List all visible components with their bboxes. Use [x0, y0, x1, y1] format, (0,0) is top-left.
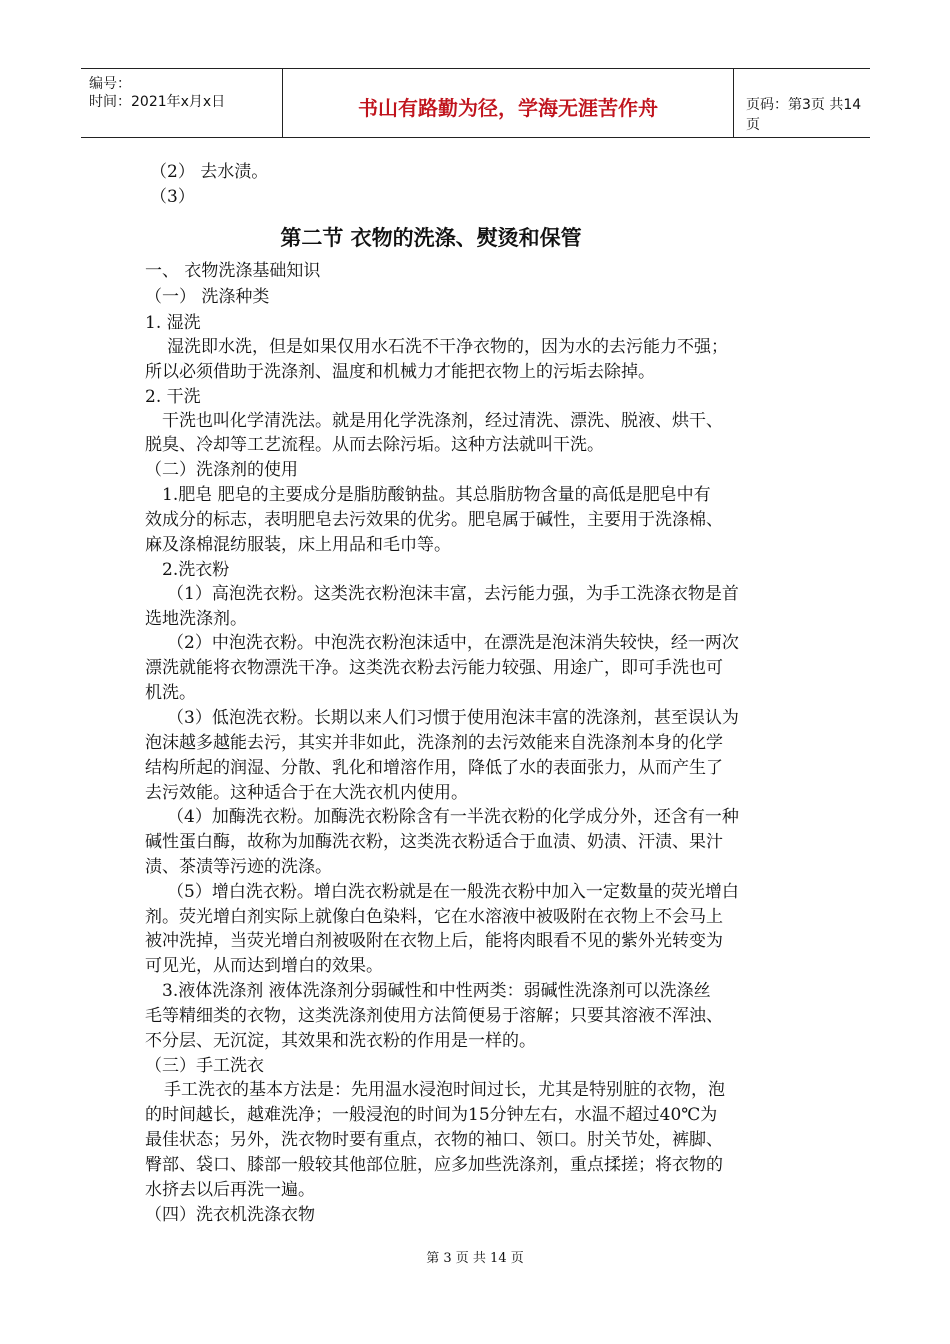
body-line: 的时间越长，越难洗净；一般浸泡的时间为15分钟左右，水温不超过40℃为	[145, 1105, 718, 1125]
body-line: 水挤去以后再洗一遍。	[145, 1180, 315, 1200]
body-line: 3.液体洗涤剂 液体洗涤剂分弱碱性和中性两类：弱碱性洗涤剂可以洗涤丝	[162, 981, 711, 1001]
body-line: 2. 干洗	[145, 387, 201, 407]
body-line: 湿洗即水洗，但是如果仅用水石洗不干净衣物的，因为水的去污能力不强；	[167, 337, 728, 357]
header-motto: 书山有路勤为径，学海无涯苦作舟	[358, 96, 658, 120]
body-line: （2）中泡洗衣粉。中泡洗衣粉泡沫适中，在漂洗是泡沫消失较快，经一两次	[167, 633, 739, 653]
document-date: 时间：2021年x月x日	[89, 94, 226, 110]
body-line: 被冲洗掉，当荧光增白剂被吸附在衣物上后，能将肉眼看不见的紫外光转变为	[145, 931, 723, 951]
body-line: （3）	[150, 187, 195, 207]
body-line: （1）高泡洗衣粉。这类洗衣粉泡沫丰富，去污能力强，为手工洗涤衣物是首	[167, 584, 739, 604]
body-line: 可见光，从而达到增白的效果。	[145, 956, 383, 976]
body-line: 臀部、袋口、膝部一般较其他部位脏，应多加些洗涤剂，重点揉搓；将衣物的	[145, 1155, 723, 1175]
body-line: 一、 衣物洗涤基础知识	[145, 261, 321, 281]
body-line: 干洗也叫化学清洗法。就是用化学洗涤剂，经过清洗、漂洗、脱液、烘干、	[162, 411, 723, 431]
body-line: 效成分的标志，表明肥皂去污效果的优劣。肥皂属于碱性，主要用于洗涤棉、	[145, 510, 723, 530]
body-line: 漂洗就能将衣物漂洗干净。这类洗衣粉去污能力较强、用途广，即可手洗也可	[145, 658, 723, 678]
body-line: 1.肥皂 肥皂的主要成分是脂肪酸钠盐。其总脂肪物含量的高低是肥皂中有	[162, 485, 711, 505]
body-line: 手工洗衣的基本方法是：先用温水浸泡时间过长，尤其是特别脏的衣物，泡	[164, 1080, 725, 1100]
page-footer: 第 3 页 共 14 页	[426, 1251, 524, 1266]
body-line: （一） 洗涤种类	[145, 287, 270, 307]
header-page-info: 页码：第3页 共14页	[746, 97, 862, 133]
body-line: （4）加酶洗衣粉。加酶洗衣粉除含有一半洗衣粉的化学成分外，还含有一种	[167, 807, 739, 827]
body-line: 1. 湿洗	[145, 313, 201, 333]
document-number-label: 编号：	[89, 76, 131, 92]
body-line: 所以必须借助于洗涤剂、温度和机械力才能把衣物上的污垢去除掉。	[145, 362, 655, 382]
body-line: （二）洗涤剂的使用	[145, 460, 298, 480]
page-header	[81, 68, 870, 138]
body-line: 脱臭、冷却等工艺流程。从而去除污垢。这种方法就叫干洗。	[145, 435, 604, 455]
body-line: （三）手工洗衣	[145, 1056, 264, 1076]
body-line: （5）增白洗衣粉。增白洗衣粉就是在一般洗衣粉中加入一定数量的荧光增白	[167, 882, 739, 902]
body-line: 渍、茶渍等污迹的洗涤。	[145, 857, 332, 877]
body-line: 毛等精细类的衣物，这类洗涤剂使用方法简便易于溶解；只要其溶液不浑浊、	[145, 1006, 723, 1026]
body-line: 剂。荧光增白剂实际上就像白色染料，它在水溶液中被吸附在衣物上不会马上	[145, 907, 723, 927]
body-line: （3）低泡洗衣粉。长期以来人们习惯于使用泡沫丰富的洗涤剂，甚至误认为	[167, 708, 739, 728]
body-line: 去污效能。这种适合于在大洗衣机内使用。	[145, 783, 468, 803]
body-line: 泡沫越多越能去污，其实并非如此，洗涤剂的去污效能来自洗涤剂本身的化学	[145, 733, 723, 753]
header-motto-cell	[283, 69, 734, 137]
body-line: 选地洗涤剂。	[145, 609, 247, 629]
header-page-cell	[734, 69, 870, 137]
body-line: 碱性蛋白酶，故称为加酶洗衣粉，这类洗衣粉适合于血渍、奶渍、汗渍、果汁	[145, 832, 723, 852]
body-line: 2.洗衣粉	[162, 560, 230, 580]
body-line: （四）洗衣机洗涤衣物	[145, 1205, 315, 1225]
body-line: （2） 去水渍。	[150, 162, 269, 182]
header-left-cell	[81, 69, 283, 137]
section-title: 第二节 衣物的洗涤、熨烫和保管	[280, 226, 582, 250]
body-line: 不分层、无沉淀，其效果和洗衣粉的作用是一样的。	[145, 1031, 536, 1051]
body-line: 结构所起的润湿、分散、乳化和增溶作用，降低了水的表面张力，从而产生了	[145, 758, 723, 778]
body-line: 机洗。	[145, 683, 196, 703]
body-line: 麻及涤棉混纺服装，床上用品和毛巾等。	[145, 535, 451, 555]
body-line: 最佳状态；另外，洗衣物时要有重点，衣物的袖口、领口。肘关节处，裤脚、	[145, 1130, 723, 1150]
